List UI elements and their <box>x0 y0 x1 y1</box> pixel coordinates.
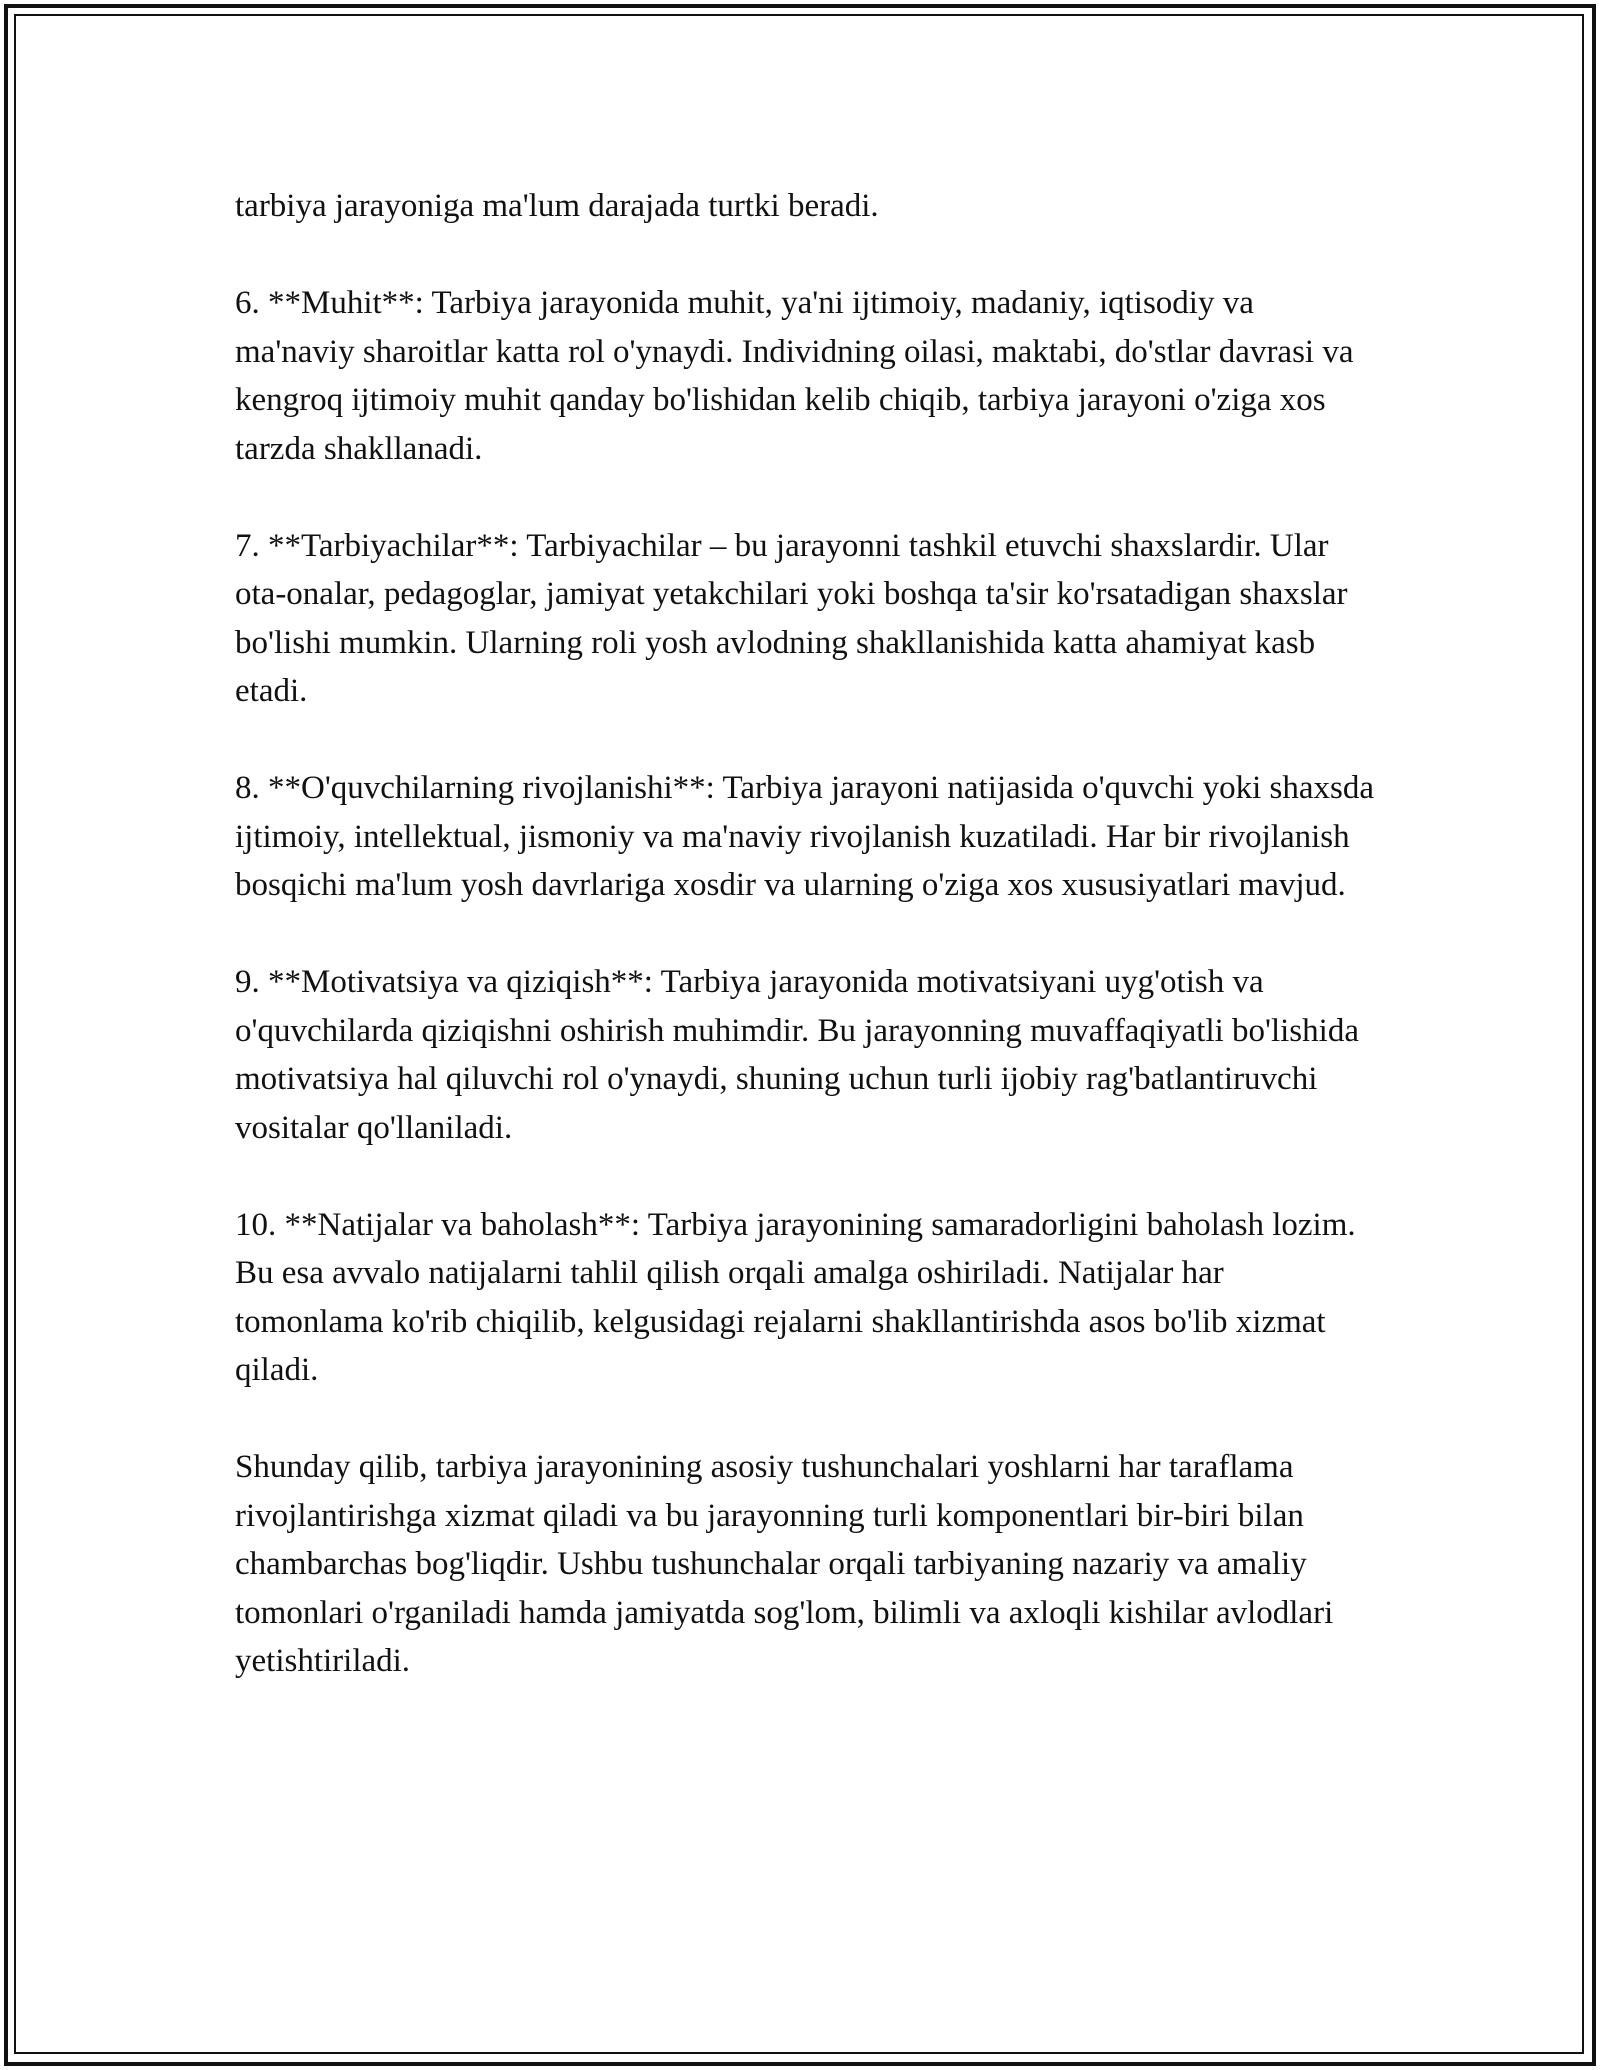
paragraph-conclusion: Shunday qilib, tarbiya jarayonining asosiy tushunchalari yoshlarni har taraflama rivojlantirishga xizmat qiladi va bu jarayonning turli komponentlari bir-biri bilan chambarchas bog'liqdir. Ushbu tushunchalar orqali tarbiyaning nazariy va amaliy tomonlari o'rganiladi hamda jamiyatda sog'lom, bilimli va axloqli kishilar avlodlari yetishtiriladi. <box>235 1449 1334 1679</box>
document-body <box>235 182 1375 1734</box>
paragraph-oquvchilar-rivojlanishi: 8. **O'quvchilarning rivojlanishi**: Tarbiya jarayoni natijasida o'quvchi yoki shaxsda ijtimoiy, intellektual, jismoniy va ma'naviy rivojlanish kuzatiladi. Har bir rivojlanish bosqichi ma'lum yosh davrlariga xosdir va ularning o'ziga xos xususiyatlari mavjud. <box>235 770 1374 903</box>
paragraph-natijalar: 10. **Natijalar va baholash**: Tarbiya jarayonining samaradorligini baholash lozim. Bu esa avvalo natijalarni tahlil qilish orqali amalga oshiriladi. Natijalar har tomonlama ko'rib chiqilib, kelgusidagi rejalarni shakllantirishda asos bo'lib xizmat qiladi. <box>235 1206 1356 1388</box>
paragraph-continuation: tarbiya jarayoniga ma'lum darajada turtki beradi. <box>235 188 879 224</box>
paragraph-motivatsiya: 9. **Motivatsiya va qiziqish**: Tarbiya jarayonida motivatsiyani uyg'otish va o'quvchilarda qiziqishni oshirish muhimdir. Bu jarayonning muvaffaqiyatli bo'lishida motivatsiya hal qiluvchi rol o'ynaydi, shuning uchun turli ijobiy rag'batlantiruvchi vositalar qo'llaniladi. <box>235 964 1359 1146</box>
paragraph-muhit: 6. **Muhit**: Tarbiya jarayonida muhit, ya'ni ijtimoiy, madaniy, iqtisodiy va ma'naviy sharoitlar katta rol o'ynaydi. Individning oilasi, maktabi, do'stlar davrasi va kengroq ijtimoiy muhit qanday bo'lishidan kelib chiqib, tarbiya jarayoni o'ziga xos tarzda shakllanadi. <box>235 285 1354 467</box>
paragraph-tarbiyachilar: 7. **Tarbiyachilar**: Tarbiyachilar – bu jarayonni tashkil etuvchi shaxslardir. Ular ota-onalar, pedagoglar, jamiyat yetakchilari yoki boshqa ta'sir ko'rsatadigan shaxslar bo'lishi mumkin. Ularning roli yosh avlodning shakllanishida katta ahamiyat kasb etadi. <box>235 527 1348 709</box>
